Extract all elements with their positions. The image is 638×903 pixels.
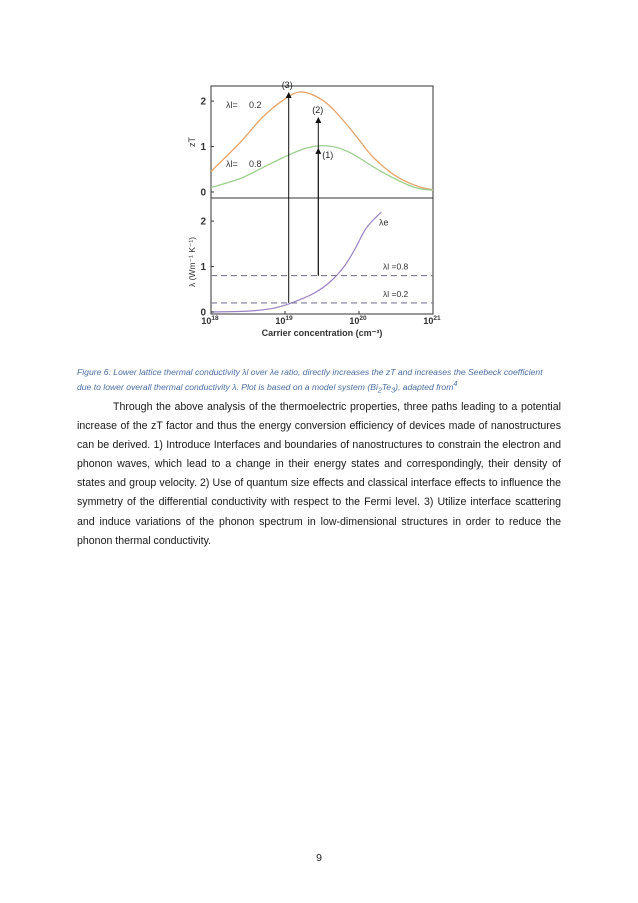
- lambda-ytick-label: 1: [200, 262, 206, 274]
- zt-ytick-label: 2: [200, 96, 206, 108]
- label-lambda-l-08: λl =0.8: [383, 261, 409, 272]
- label-lambda-l-08-value: 0.8: [249, 159, 262, 169]
- lambda-ytick-label: 2: [200, 216, 206, 228]
- caption-ref: 4: [453, 380, 458, 388]
- caption-sub-2: 2: [377, 386, 382, 395]
- body-paragraph: Through the above analysis of the thermoelectric properties, three paths leading to a potential increase of the zT factor and thus the energy conversion efficiency of devices made of nanostructures can be derived. 1) Introduce Interfaces and boundaries of nanostructures to constrain the electron and phonon waves, which lead to a change in their energy states and correspondingly, their density of states and group velocity. 2) Use of quantum size effects and classical interface effects to influence the symmetry of the differential conductivity with respect to the Fermi level. 3) Utilize interface scattering and induce variations of the phonon spectrum in low-dimensional structures in order to reduce the phonon thermal conductivity.: [77, 401, 561, 547]
- figure-caption: [77, 366, 563, 397]
- caption-sub-3: 3: [391, 386, 396, 395]
- xtick-label: $10^{20}$: [349, 315, 367, 326]
- label-lambda-l-08-prefix: λl=: [226, 159, 238, 169]
- label-lambda-l-02-prefix: λl=: [226, 99, 238, 110]
- xtick-label: $10^{21}$: [423, 315, 441, 326]
- marker-label-3: (3): [281, 80, 293, 90]
- label-lambda-e: λe: [379, 217, 389, 228]
- xtick-label: $10^{19}$: [275, 315, 293, 326]
- marker-label-2: (2): [312, 105, 324, 115]
- lambda-ytick-label: 0: [200, 307, 206, 319]
- caption-line-2a: due to lower overall thermal conductivity λ. Plot is based on a model system (Bi: [77, 381, 378, 392]
- label-lambda-l-02-value: 0.2: [249, 99, 262, 110]
- figure: [185, 78, 455, 340]
- zt-axis-title: zT: [187, 137, 197, 147]
- xtick-label: $10^{18}$: [201, 315, 219, 326]
- marker-label-1: (1): [322, 149, 334, 160]
- plot-frame: [211, 86, 433, 314]
- lambda-axis-title: λ (Wm⁻¹ K⁻¹): [187, 236, 197, 288]
- zt-ytick-label: 0: [200, 187, 206, 199]
- label-lambda-l-02: λl =0.2: [383, 288, 409, 299]
- caption-line-2c: ), adapted from: [395, 381, 454, 392]
- caption-line-1: Figure 6: Lower lattice thermal conductivity λl over λe ratio, directly increases the zT and increases the Seebeck coefficient: [77, 367, 543, 377]
- zt-ytick-label: 1: [200, 142, 206, 154]
- x-axis-title: Carrier concentration (cm⁻³): [261, 328, 383, 338]
- page-number: 9: [316, 852, 322, 864]
- caption-line-2b: Te: [381, 381, 392, 392]
- chart: [185, 78, 455, 340]
- lambda-series-line-0: [211, 212, 381, 312]
